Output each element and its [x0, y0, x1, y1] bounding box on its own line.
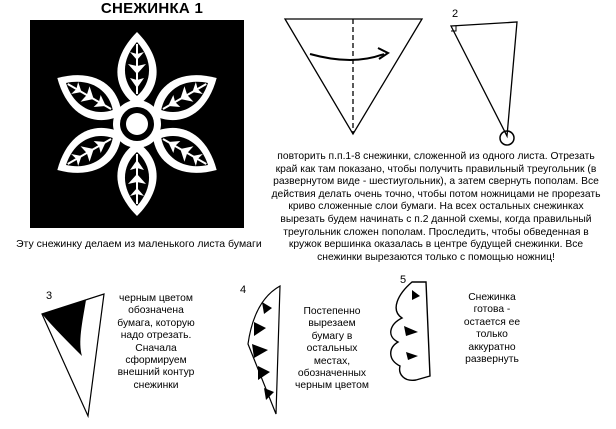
- snowflake-caption: Эту снежинку делаем из маленького листа бумаги: [16, 238, 262, 250]
- step5-number: 5: [400, 274, 407, 286]
- step4-cut-diagram: [240, 282, 290, 418]
- step2-number: 2: [452, 8, 459, 20]
- snowflake-illustration: [30, 20, 244, 228]
- step5-cut-result-diagram: [376, 276, 446, 388]
- step3-number: 3: [46, 290, 53, 302]
- step4-number: 4: [240, 284, 247, 296]
- step3-description: черным цветом обозначена бумага, которую надо отрезать. Сначала сформируем внешний контур снежинки: [117, 293, 195, 391]
- snowflake-photo: [30, 20, 244, 228]
- step1-triangle-diagram: [280, 14, 430, 139]
- step4-description: Постепенно вырезаем бумагу в остальных местах, обозначенных черным цветом: [295, 306, 369, 392]
- step3-cut-diagram: [38, 290, 108, 425]
- step2-half-triangle-diagram: [440, 18, 520, 150]
- step5-description: Снежинка готова - остается ее только аккуратно развернуть: [463, 292, 521, 366]
- instructions-paragraph: повторить п.п.1-8 снежинки, сложенной из одного листа. Отрезать край как там показано, чтобы получить правильный треугольник (в развернутом виде - шестиугольник), а затем свернуть пополам. Все действия делать очень точно, чтобы потом ножницами не прорезать криво сложенные слои бумаги. На всех остальных снежинках вырезать будем начинать с п.2 данной схемы, когда правильный треугольник сложен пополам. Проследить, чтобы обведенная в кружок вершинка оказалась в центре будущей снежинки. Все снежинки вырезаются только с помощью ножниц!: [271, 151, 601, 263]
- page-title: СНЕЖИНКА 1: [100, 0, 204, 17]
